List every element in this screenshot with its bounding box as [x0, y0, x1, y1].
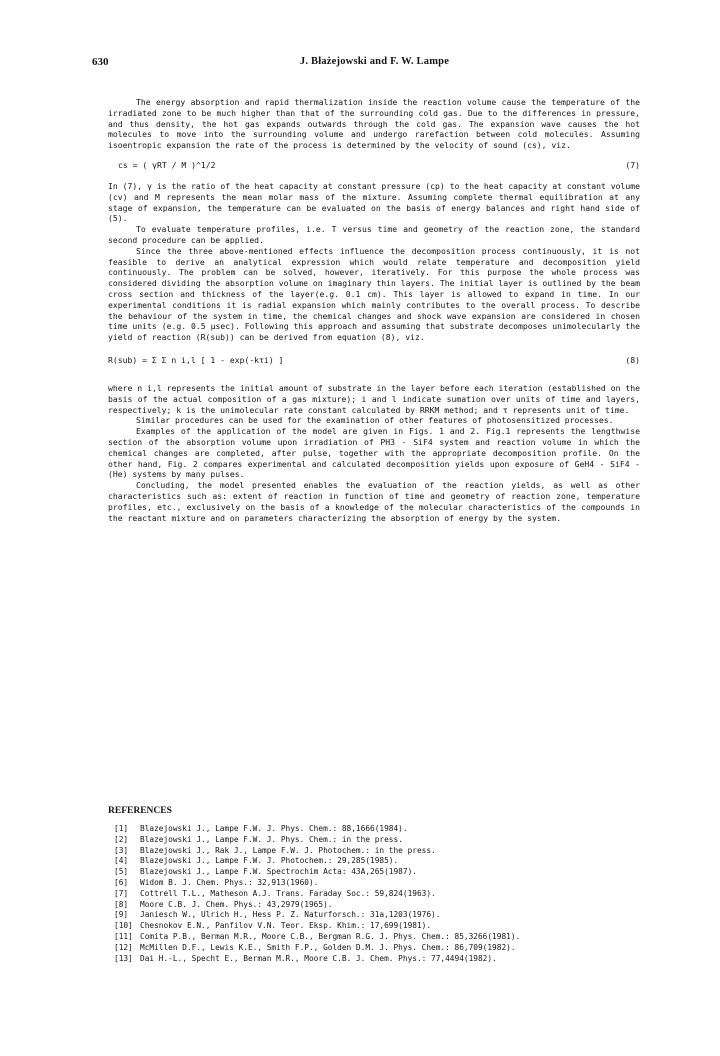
paragraph-temperature-profiles: To evaluate temperature profiles, i.e. T versus time and geometry of the reaction zone, the standard second procedure can be applied. — [108, 224, 640, 245]
reference-text: Blazejowski J., Rak J., Lampe F.W. J. Photochem.: in the press. — [140, 845, 436, 855]
paragraph-examples: Examples of the application of the model are given in Figs. 1 and 2. Fig.1 represents the lengthwise section of the absorption volume upon irradiation of PH3 - SiF4 system and reaction volume in which the chemical changes are completed, after pulse, together with the appropriate decomposition profile. On the other hand, Fig. 2 compares experimental and calculated decomposition yields upon exposure of GeH4 - SiF4 - (He) systems by many pulses. — [108, 426, 640, 480]
reference-item — [114, 867, 640, 878]
equation-8-formula: R(sub) = Σ Σ n i,l [ 1 - exp(-kτi) ] — [108, 354, 284, 365]
reference-text: Comita P.B., Berman M.R., Moore C.B., Bergman R.G. J. Phys. Chem.: 85,3266(1981). — [140, 931, 521, 941]
reference-item — [114, 932, 640, 943]
reference-number: [4] — [114, 856, 129, 866]
running-head: J. Błażejowski and F. W. Lampe — [299, 56, 450, 67]
reference-number: [1] — [114, 824, 129, 833]
reference-text: Blazejowski J., Lampe F.W. J. Photochem.: 29,285(1985). — [140, 856, 399, 866]
reference-item — [114, 856, 640, 867]
reference-item — [114, 954, 640, 965]
references-list — [114, 824, 640, 964]
paragraph-conclusion: Concluding, the model presented enables the evaluation of the reaction yields, as well as other characteristics such as: extent of reaction in function of time and geometry of reaction zone, temperature profiles, etc., exclusively on the basis of a knowledge of the molecular characteristics of the compounds in the reactant mixture and on parameters characterizing the absorption of energy by the system. — [108, 480, 640, 523]
equation-8-number: (8) — [625, 354, 640, 365]
reference-text: Blazejowski J., Lampe F.W. Spectrochim Acta: 43A,265(1987). — [140, 867, 417, 877]
reference-item — [114, 878, 640, 889]
reference-item — [114, 889, 640, 900]
equation-7-number: (7) — [625, 159, 640, 170]
page-header — [92, 56, 657, 70]
reference-number: [7] — [114, 888, 129, 898]
reference-text: Blazejowski J., Lampe F.W. J. Phys. Chem.: in the press. — [140, 834, 403, 844]
reference-item — [114, 921, 640, 932]
reference-text: Janiesch W., Ulrich H., Hess P. Z. Naturforsch.: 31a,1203(1976). — [140, 910, 441, 920]
reference-number: [8] — [114, 899, 129, 909]
references-heading: REFERENCES — [108, 806, 172, 816]
reference-number: [13] — [114, 953, 133, 963]
reference-item — [114, 943, 640, 954]
reference-item — [114, 910, 640, 921]
paragraph-iterative-model: Since the three above-mentioned effects influence the decomposition process continuously, it is not feasible to derive an analytical expression which would relate temperature and decomposition yield continuously. The problem can be solved, however, iteratively. For this purpose the whole process was considered dividing the absorption volume on imaginary thin layers. The initial layer is outlined by the beam cross section and thickness of the layer(e.g. 0.1 cm). This layer is allowed to expand in time. In our experimental conditions it is radial expansion which mainly contributes to the overall process. To describe the behaviour of the system in time, the chemical changes and shock wave expansion are considered in chosen time units (e.g. 0.5 μsec). Following this approach and assuming that substrate decomposes unimolecularly the yield of reaction (R(sub)) can be derived from equation (8), viz. — [108, 245, 640, 343]
reference-text: Blazejowski J., Lampe F.W. J. Phys. Chem.: 88,1666(1984). — [140, 824, 408, 833]
reference-number: [10] — [114, 921, 133, 931]
reference-number: [3] — [114, 845, 129, 855]
paragraph-heat-capacity: In (7), γ is the ratio of the heat capacity at constant pressure (cp) to the heat capacity at constant volume (cv) and M represents the mean molar mass of the mixture. Assuming complete thermal equilibration at any stage of expansion, the temperature can be evaluated on the basis of energy balances and right hand side of (5). — [108, 180, 640, 224]
paragraph-equation-terms: where n i,l represents the initial amount of substrate in the layer before each iteration (established on the basis of the actual composition of a gas mixture); i and l indicate sumation over units of time and layers, respectively; k is the unimolecular rate constant calculated by RRKM method; and τ represents unit of time. — [108, 382, 640, 415]
reference-item — [114, 846, 640, 857]
reference-item — [114, 900, 640, 911]
paragraph-similar-procedures: Similar procedures can be used for the examination of other features of photosensitized processes. — [136, 415, 614, 426]
reference-text: Dai H.-L., Specht E., Berman M.R., Moore C.B. J. Chem. Phys.: 77,4494(1982). — [140, 953, 497, 963]
reference-text: Cottrell T.L., Matheson A.J. Trans. Faraday Soc.: 59,824(1963). — [140, 888, 436, 898]
page-number: 630 — [92, 56, 109, 68]
reference-number: [5] — [114, 867, 129, 877]
reference-text: Moore C.B. J. Chem. Phys.: 43,2979(1965). — [140, 899, 333, 909]
reference-number: [11] — [114, 931, 133, 941]
reference-number: [12] — [114, 942, 133, 952]
reference-item — [114, 824, 640, 835]
paragraph-sound-velocity: The energy absorption and rapid thermalization inside the reaction volume cause the temperature of the irradiated zone to be much higher than that of the surrounding cold gas. Due to the differences in pressure, and thus density, the hot gas expands outwards through the cold gas. The expansion wave causes the hot molecules to move into the surrounding volume and undergo rarefaction between cold molecules. Assuming isoentropic expansion the rate of the process is determined by the velocity of sound (cs), viz. — [108, 97, 640, 151]
reference-number: [2] — [114, 834, 129, 844]
equation-7 — [108, 151, 640, 181]
equation-7-formula: cs = ( γRT / M )^1/2 — [118, 159, 216, 170]
reference-number: [6] — [114, 877, 129, 887]
equation-8 — [108, 343, 640, 383]
reference-text: Widom B. J. Chem. Phys.: 32,913(1960). — [140, 877, 319, 887]
reference-item — [114, 835, 640, 846]
reference-text: McMillen D.F., Lewis K.E., Smith F.P., Golden D.M. J. Phys. Chem.: 86,709(1982). — [140, 942, 516, 952]
reference-text: Chesnokov E.N., Panfilov V.N. Teor. Eksp. Khim.: 17,699(1981). — [140, 921, 432, 931]
article-body — [108, 97, 640, 523]
reference-number: [9] — [114, 910, 129, 920]
